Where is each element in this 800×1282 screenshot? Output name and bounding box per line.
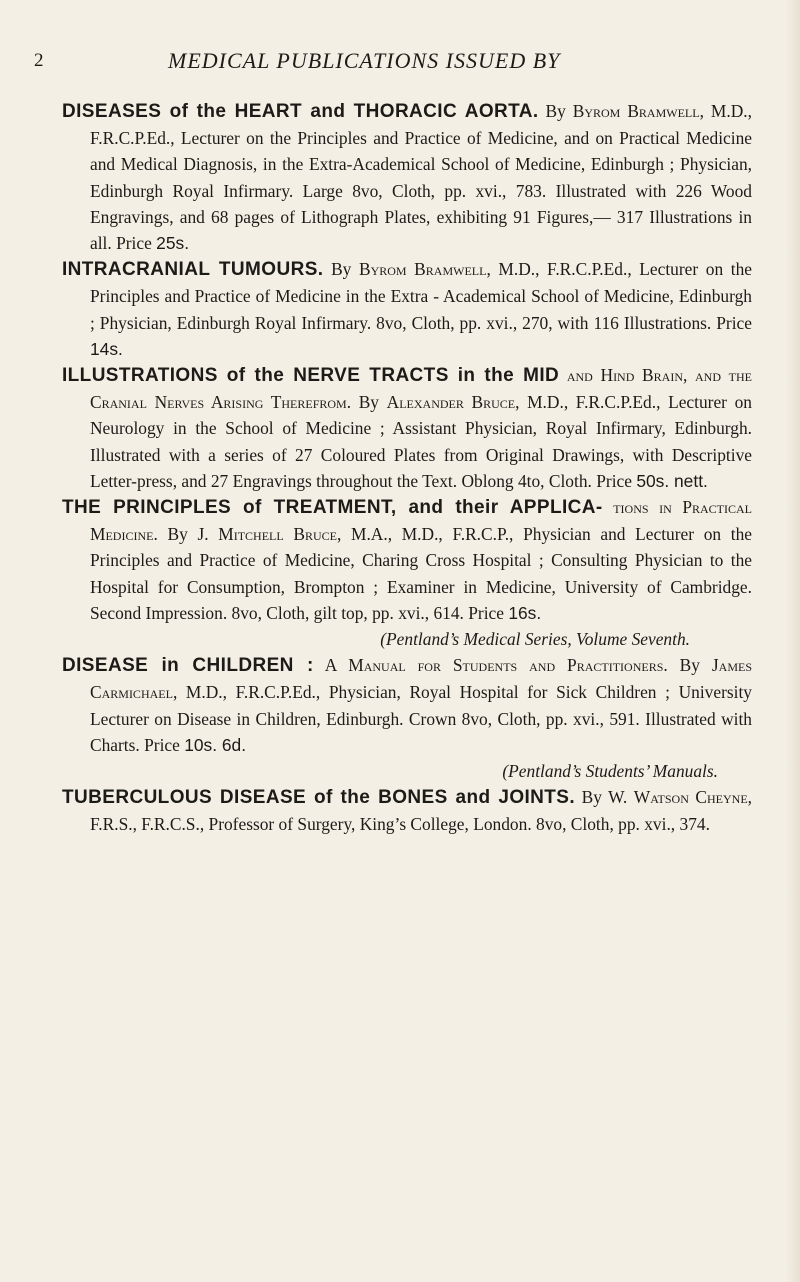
entry-author: James Carmichael (90, 655, 752, 703)
entry-price: 16s. (508, 602, 542, 623)
running-head: MEDICAL PUBLICATIONS ISSUED BY (168, 48, 561, 73)
publication-list (62, 98, 752, 838)
entry-subtitle: and Hind Brain, and the Cranial Nerves Arising Therefrom. (90, 365, 752, 413)
list-item (62, 494, 752, 652)
entry-text: , M.A., M.D., F.R.C.P., Physician and Lecturer on the Principles and Practice of Medicine, Charing Cross Hospital ; Consulting Physician to the Hospital for Consumption, Brompton ; Examiner in Medicine, University of Cambridge. Second Impression. 8vo, Cloth, gilt top, pp. xvi., 614. Price (90, 524, 753, 623)
entry-author: Mitchell Bruce (218, 524, 337, 545)
page-number: 2 (34, 50, 44, 71)
entry-author: Alexander Bruce (386, 392, 516, 413)
entry-lead: By (538, 101, 566, 121)
entry-title: ILLUSTRATIONS of the NERVE TRACTS in the MID (62, 365, 560, 387)
entry-price: 25s. (156, 233, 190, 254)
entry-lead: By (667, 655, 712, 676)
entry-lead: By (351, 392, 387, 413)
entry-title: INTRACRANIAL TUMOURS. (62, 259, 324, 281)
entry-series: (Pentland’s Medical Series, Volume Seventh. (380, 629, 690, 650)
list-item (62, 784, 752, 837)
entry-text: , M.D., F.R.C.P.Ed., Lecturer on the Principles and Practice of Medicine, and on Practical Medicine and Medical Diagnosis, in the Extra-Academical School of Medicine, Edinburgh ; Physician, Edinburgh Royal Infirmary. Large 8vo, Cloth, pp. xvi., 783. Illustrated with 226 Wood Engravings, and 68 pages of Lithograph Plates, exhibiting 91 Figures,— 317 Illustrations in all. Price (90, 101, 752, 254)
list-item (62, 362, 752, 494)
entry-price: 14s. (90, 338, 123, 359)
page-edge (786, 0, 800, 1282)
entry-title: TUBERCULOUS DISEASE of the BONES and JOINTS. (62, 787, 576, 809)
entry-title: DISEASE in CHILDREN : (62, 655, 314, 677)
entry-lead: By W. (581, 787, 634, 808)
list-item (62, 652, 752, 784)
entry-title: DISEASES of the HEART and THORACIC AORTA. (62, 101, 539, 122)
list-item (62, 256, 752, 362)
entry-text: , M.D., F.R.C.P.Ed., Physician, Royal Hospital for Sick Children ; University Lecturer on Disease in Children, Edinburgh. Crown 8vo, Cloth, pp. xvi., 591. Illustrated with Charts. Price (90, 682, 752, 755)
entry-price: 50s. nett. (636, 470, 708, 491)
entry-lead: By J. (157, 524, 219, 545)
entry-lead: By (323, 259, 359, 280)
entry-subtitle: A Manual for Students and Practitioners. (313, 655, 668, 676)
list-item (62, 98, 752, 256)
entry-author: Byrom Bramwell (358, 259, 487, 280)
entry-price: 10s. 6d. (184, 734, 247, 755)
entry-title: THE PRINCIPLES of TREATMENT, and their APPLICA- (62, 497, 603, 519)
page-header (0, 50, 800, 80)
entry-author: Watson Cheyne (633, 787, 748, 808)
entry-subtitle: tions in Practical Medicine. (90, 497, 752, 545)
entry-text: , M.D., F.R.C.P.Ed., Lecturer on the Principles and Practice of Medicine in the Extra - Academical School of Medicine, Edinburgh ; Physician, Edinburgh Royal Infirmary. 8vo, Cloth, pp. xvi., 270, with 116 Illustrations. Price (90, 259, 752, 333)
entry-author: Byrom Bramwell (572, 101, 700, 121)
entry-text: , M.D., F.R.C.P.Ed., Lecturer on Neurology in the School of Medicine ; Assistant Physician, Royal Infirmary, Edinburgh. Illustrated with a series of 27 Coloured Plates from Original Drawings, with Descriptive Letter-press, and 27 Engravings throughout the Text. Oblong 4to, Cloth. Price (90, 392, 752, 491)
entry-text: , F.R.S., F.R.C.S., Professor of Surgery, King’s College, London. 8vo, Cloth, pp. xvi., 374. (90, 787, 753, 835)
entry-series: (Pentland’s Students’ Manuals. (502, 761, 718, 782)
